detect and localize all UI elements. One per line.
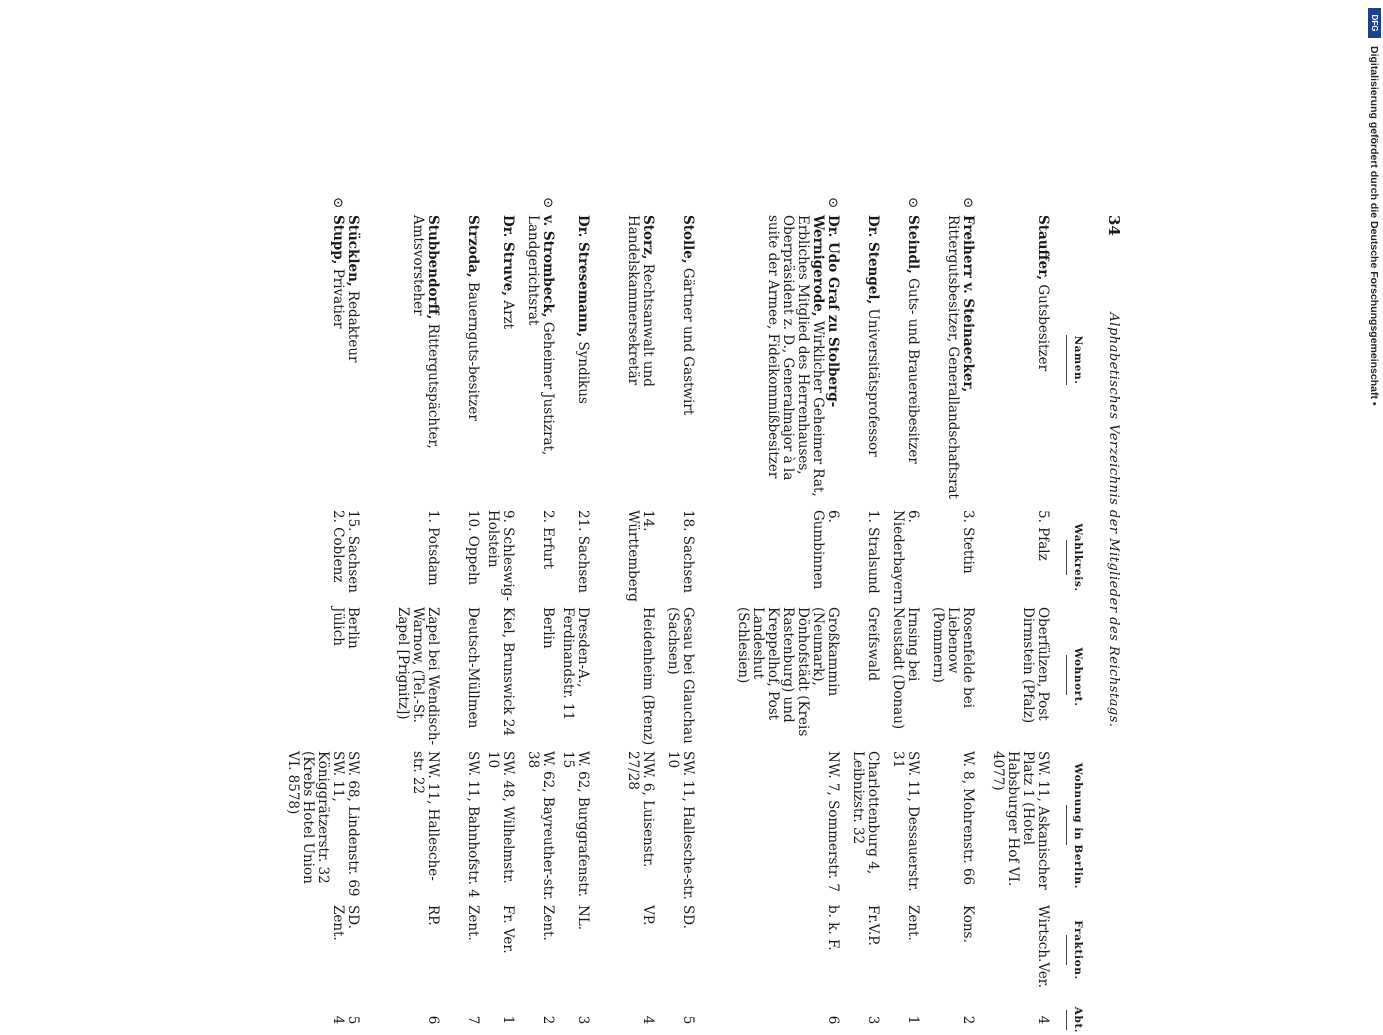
column-header-wahlkreis: Wahlkreis. [1072, 523, 1084, 592]
member-fraktion: SD. [680, 905, 696, 929]
member-name-cell [680, 215, 695, 505]
member-abteilung: 3 [575, 1015, 591, 1025]
member-abteilung: 4 [1035, 1015, 1051, 1025]
member-wahlkreis: 15. Sachsen [345, 510, 361, 593]
member-occupation: Guts- und Brauereibesitzer [905, 278, 921, 464]
member-name-cell [625, 215, 655, 505]
member-abteilung: 2 [540, 1015, 556, 1025]
member-name-cell [345, 215, 360, 505]
member-abteilung: 2 [960, 1015, 976, 1025]
header-rule [1066, 655, 1067, 695]
member-berlin-address: SW. 48, Wilhelmstr. 10 [485, 751, 516, 884]
column-header-wohnort: Wohnort. [1072, 647, 1084, 707]
member-name-cell [500, 215, 515, 505]
member-wohnort: Greifswald [865, 607, 881, 682]
member-name-cell [575, 215, 590, 505]
page-title: Alphabetisches Verzeichnis der Mitglieder des Reichstags. [1106, 312, 1121, 728]
member-name: Stubbendorff, [425, 215, 441, 320]
member-fraktion: NL. [575, 905, 591, 931]
member-occupation: Syndikus [575, 341, 591, 404]
member-wohnort: Kiel, Brunswick 24 [500, 607, 516, 737]
member-name: Stolle, [680, 215, 696, 264]
member-berlin-address: Charlottenburg 4, Leibnizstr. 32 [850, 751, 881, 875]
member-occupation: Gärtner und Gastwirt [680, 267, 696, 416]
member-abteilung: 5 [680, 1015, 696, 1025]
member-wahlkreis: 1. Potsdam [425, 510, 441, 586]
member-name: Dr. Udo Graf zu Stolberg-Wernigerode, [810, 215, 841, 408]
member-fraktion: Zent. [330, 905, 346, 941]
member-wahlkreis: 10. Oppeln [465, 510, 481, 586]
member-wahlkreis: 9. Schleswig-Holstein [485, 510, 516, 601]
member-berlin-address: NW. 7, Sommerstr. 7 [825, 751, 841, 892]
member-abteilung: 7 [465, 1015, 481, 1025]
member-abteilung: 6 [425, 1015, 441, 1025]
member-wohnort: Berlin [345, 607, 361, 649]
member-name-cell [465, 215, 480, 505]
member-wohnort: Irnsing bei Neustadt (Donau) [890, 607, 921, 730]
member-occupation: Rittergutspächter, Amtsvorsteher [410, 215, 441, 449]
member-mark: ⊙ [825, 197, 841, 209]
member-mark: ⊙ [905, 197, 921, 209]
member-wohnort: Berlin [540, 607, 556, 649]
column-header-abteilung: Abt. [1072, 1006, 1084, 1034]
member-wahlkreis: 6. Niederbayern [890, 510, 921, 605]
member-name-cell [525, 215, 555, 505]
member-wahlkreis: 2. Erfurt [540, 510, 556, 570]
dfg-logo: DFG [1368, 8, 1381, 38]
member-abteilung: 1 [905, 1015, 921, 1025]
member-name: Storz, [640, 215, 656, 260]
member-wohnort: Zapel bei Wendisch-Warnow, (Tel.-St. Zapel [Prignitz]) [395, 607, 441, 746]
member-name-cell [905, 215, 920, 505]
member-name: Freiherr v. Steinaecker, [960, 215, 976, 393]
member-wahlkreis: 5. Pfalz [1035, 510, 1051, 561]
member-abteilung: 1 [500, 1015, 516, 1025]
member-fraktion: b. k. F. [825, 905, 841, 951]
member-mark: ⊙ [960, 197, 976, 209]
member-name: v. Strombeck, [540, 215, 556, 318]
member-fraktion: Fr. Ver. [500, 905, 516, 954]
column-header-name: Namen. [1072, 335, 1084, 385]
member-fraktion: Fr.V.P. [865, 905, 881, 946]
member-berlin-address: NW. 6, Luisenstr. 27/28 [625, 751, 656, 868]
header-rule [1066, 805, 1067, 845]
member-fraktion: RP. [425, 905, 441, 926]
member-occupation: Arzt [500, 300, 516, 330]
member-wohnort: Oberfülzen, Post Dirmstein (Pfalz) [1020, 607, 1051, 724]
member-name-cell [765, 215, 840, 505]
member-occupation: Rechtsanwalt und Handelskammersekretär [625, 215, 656, 387]
member-wahlkreis: 2. Coblenz [330, 510, 346, 583]
member-mark: ⊙ [330, 197, 346, 209]
member-fraktion: Zent. [905, 905, 921, 941]
member-occupation: Universitätsprofessor [865, 308, 881, 457]
member-abteilung: 4 [640, 1015, 656, 1025]
member-berlin-address: SW. 11, Bahnhofstr. 4 [465, 751, 481, 898]
member-wahlkreis: 1. Stralsund [865, 510, 881, 594]
credit-text: Digitalisierung gefördert durch die Deutsche Forschungsgemeinschaft • [1368, 46, 1380, 406]
column-header-berlin: Wohnung in Berlin. [1072, 763, 1084, 889]
member-fraktion: Zent. [540, 905, 556, 941]
member-wahlkreis: 21. Sachsen [575, 510, 591, 593]
member-wohnort: Heidenheim (Brenz) [640, 607, 656, 746]
member-occupation: Gutsbesitzer [1035, 284, 1051, 372]
column-header-fraktion: Fraktion. [1072, 920, 1084, 980]
member-name: Strzoda, [465, 215, 481, 278]
member-occupation: Rittergutsbesitzer, Generallandschaftsrat [945, 215, 961, 499]
member-berlin-address: SW. 68, Lindenstr. 69 [345, 751, 361, 897]
member-name: Dr. Stengel, [865, 215, 881, 305]
member-occupation: Wirklicher Geheimer Rat, Erbliches Mitglied des Herrenhauses, Oberpräsident z. D., Generalmajor à la suite der Armee, Fideikommißbesitzer [765, 215, 826, 497]
member-occupation: Redakteur [345, 290, 361, 363]
member-berlin-address: SW. 11, Königgrätzerstr. 32 (Krebs Hotel Union VI. 8578) [285, 751, 346, 884]
member-occupation: Bauernguts-besitzer [465, 281, 481, 421]
member-name-cell [945, 215, 975, 505]
member-abteilung: 4 [330, 1015, 346, 1025]
member-name: Dr. Stresemann, [575, 215, 591, 338]
member-fraktion: Zent. [465, 905, 481, 941]
member-fraktion: VP. [640, 905, 656, 926]
member-wohnort: Deutsch-Müllmen [465, 607, 481, 729]
scanned-page [245, 197, 1125, 1034]
member-name-cell [410, 215, 440, 505]
member-wahlkreis: 6. Gumbinnen [810, 510, 841, 590]
member-name: Stupp, [330, 215, 346, 265]
member-berlin-address: SW. 11, Hallesche-str. 10 [665, 751, 696, 900]
member-name-cell [1035, 215, 1050, 505]
member-name: Dr. Struve, [500, 215, 516, 297]
member-abteilung: 5 [345, 1015, 361, 1025]
member-name: Stücklen, [345, 215, 361, 287]
member-wohnort: Jülich [330, 607, 346, 646]
header-rule [1066, 935, 1067, 965]
member-berlin-address: SW. 11, Askanischer Platz 1 (Hotel Habsburger Hof VI. 4077) [990, 751, 1051, 890]
member-berlin-address: SW. 11, Dessauerstr. 31 [890, 751, 921, 892]
member-name: Steindl, [905, 215, 921, 274]
header-rule [1066, 1010, 1067, 1030]
member-berlin-address: W. 8, Mohrenstr. 66 [960, 751, 976, 886]
member-fraktion: SD. [345, 905, 361, 929]
member-fraktion: Kons. [960, 905, 976, 943]
member-berlin-address: W. 62, Burggrafenstr. 15 [560, 751, 591, 898]
member-abteilung: 6 [825, 1015, 841, 1025]
member-wohnort: Dresden-A., Ferdinandstr. 11 [560, 607, 591, 721]
member-occupation: Privatier [330, 268, 346, 329]
member-name: Stauffer, [1035, 215, 1051, 281]
member-occupation: Geheimer Justizrat, Landgerichtsrat [525, 215, 556, 456]
member-berlin-address: NW. 11, Hallesche-str. 22 [410, 751, 441, 881]
member-wahlkreis: 18. Sachsen [680, 510, 696, 593]
credit-line [1366, 10, 1382, 406]
member-wohnort: Großkammin (Neumark), Dönhofstädt (Kreis Rastenburg) und Kreppelhof, Post Landeshut (Schlesien) [735, 607, 841, 737]
member-name-cell [330, 215, 345, 505]
member-wahlkreis: 14. Württemberg [625, 510, 656, 602]
member-abteilung: 3 [865, 1015, 881, 1025]
member-wahlkreis: 3. Stettin [960, 510, 976, 574]
page-number: 34 [1105, 215, 1123, 236]
header-rule [1066, 540, 1067, 575]
header-rule [1066, 335, 1067, 385]
member-berlin-address: W. 62, Bayreuther-str. 38 [525, 751, 556, 901]
member-name-cell [865, 215, 880, 505]
member-mark: ⊙ [540, 197, 556, 209]
member-wohnort: Rosenfelde bei Liebenow (Pommern) [930, 607, 976, 709]
member-fraktion: Wirtsch.Ver. [1035, 905, 1051, 989]
member-wohnort: Gesau bei Glauchau (Sachsen) [665, 607, 696, 744]
